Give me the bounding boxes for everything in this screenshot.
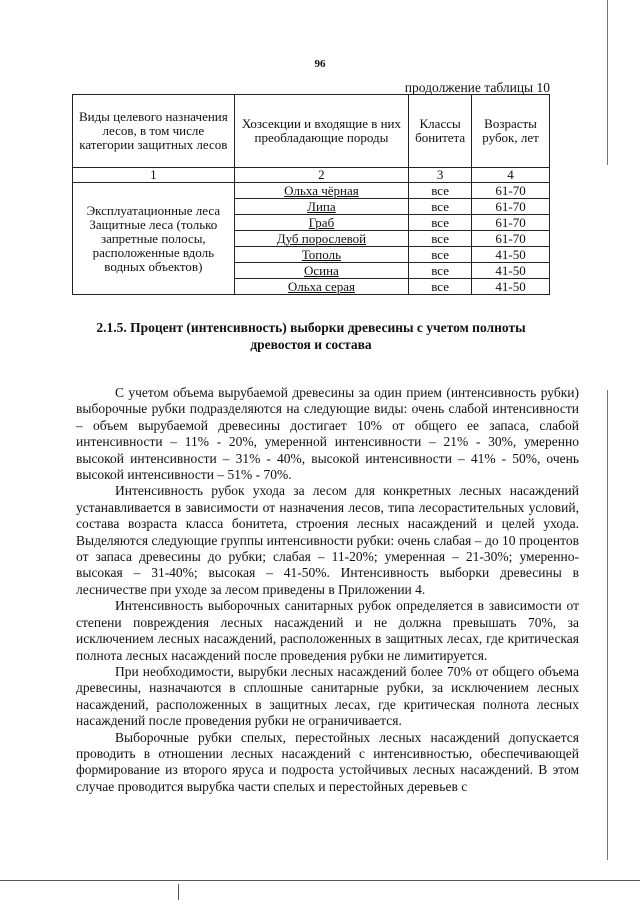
age-cell: 41-50 <box>472 247 550 263</box>
species-cell: Граб <box>234 215 408 231</box>
age-cell: 61-70 <box>472 215 550 231</box>
scan-margin-line <box>607 0 608 165</box>
paragraph: С учетом объема вырубаемой древесины за один прием (интенсивность рубки) выборочные рубки подразделяются на следующие виды: очень слабой интенсивности – объем вырубаемой древесины достигает 10% от общего ее запаса, слабой интенсивности – 11% - 20%, умеренной интенсивности – 21% - 30%, умеренно высокой интенсивности – 31% - 40%, высокой интенсивности – 41% - 50%, очень высокой интенсивности – 51% - 70%. <box>76 385 579 483</box>
species-cell: Ольха чёрная <box>234 183 408 199</box>
age-cell: 41-50 <box>472 263 550 279</box>
species-cell: Ольха серая <box>234 279 408 295</box>
header-purpose: Виды целевого назначения лесов, в том числе категории защитных лесов <box>73 95 235 168</box>
column-number: 3 <box>409 168 472 183</box>
section-heading: 2.1.5. Процент (интенсивность) выборки древесины с учетом полноты древостоя и состава <box>96 320 526 352</box>
column-number: 4 <box>472 168 550 183</box>
column-number: 2 <box>234 168 408 183</box>
table-row <box>73 183 550 199</box>
class-cell: все <box>409 183 472 199</box>
class-cell: все <box>409 263 472 279</box>
paragraph: Выборочные рубки спелых, перестойных лесных насаждений допускается проводить в отношении лесных насаждений с интенсивностью, обеспечивающей формирование из второго яруса и подроста устойчивых лесных насаждений. В этом случае проводится вырубка части спелых и перестойных деревьев с <box>76 729 579 794</box>
species-cell: Осина <box>234 263 408 279</box>
header-species: Хозсекции и входящие в них преобладающие породы <box>234 95 408 168</box>
page-number: 96 <box>314 58 326 70</box>
body-text <box>76 385 579 795</box>
age-cell: 61-70 <box>472 183 550 199</box>
paragraph: Интенсивность выборочных санитарных рубок определяется в зависимости от степени повреждения лесных насаждений и не должна превышать 70%, за исключением лесных насаждений, расположенных в защитных лесах, где критическая полнота лесных насаждений после проведения рубки не лимитируется. <box>76 598 579 663</box>
class-cell: все <box>409 215 472 231</box>
table-continuation-label: продолжение таблицы 10 <box>404 80 550 95</box>
column-number-row <box>73 168 550 183</box>
class-cell: все <box>409 247 472 263</box>
category-cell: Эксплуатационные леса Защитные леса (только запретные полосы, расположенные вдоль водных объектов) <box>73 183 235 295</box>
species-cell: Липа <box>234 199 408 215</box>
species-cell: Тополь <box>234 247 408 263</box>
table-10 <box>72 94 550 295</box>
class-cell: все <box>409 231 472 247</box>
class-cell: все <box>409 199 472 215</box>
age-cell: 61-70 <box>472 199 550 215</box>
scan-bottom-tick <box>178 884 179 900</box>
scan-bottom-line <box>0 880 640 881</box>
paragraph: Интенсивность рубок ухода за лесом для конкретных лесных насаждений устанавливается в зависимости от назначения лесов, типа лесорастительных условий, состава возраста класса бонитета, строения лесных насаждений и целей ухода. Выделяются следующие группы интенсивности рубки: очень слабая – до 10 процентов от запаса древесины до рубки; слабая – 11-20%; умеренная – 21-30%; умеренно-высокая – 31-40%; высокая – 41-50%. Интенсивность выборки древесины в лесничестве при уходе за лесом приведены в Приложении 4. <box>76 483 579 597</box>
header-age: Возрасты рубок, лет <box>472 95 550 168</box>
paragraph: При необходимости, вырубки лесных насаждений более 70% от общего объема древесины, назначаются в сплошные санитарные рубки, за исключением лесных насаждений, расположенных в защитных лесах, где критическая полнота лесных насаждений после проведения рубки не ограничивается. <box>76 663 579 729</box>
header-class: Классы бонитета <box>409 95 472 168</box>
age-cell: 61-70 <box>472 231 550 247</box>
scan-margin-line <box>607 390 608 860</box>
column-number: 1 <box>73 168 235 183</box>
species-cell: Дуб порослевой <box>234 231 408 247</box>
class-cell: все <box>409 279 472 295</box>
table-header-row <box>73 95 550 168</box>
age-cell: 41-50 <box>472 279 550 295</box>
